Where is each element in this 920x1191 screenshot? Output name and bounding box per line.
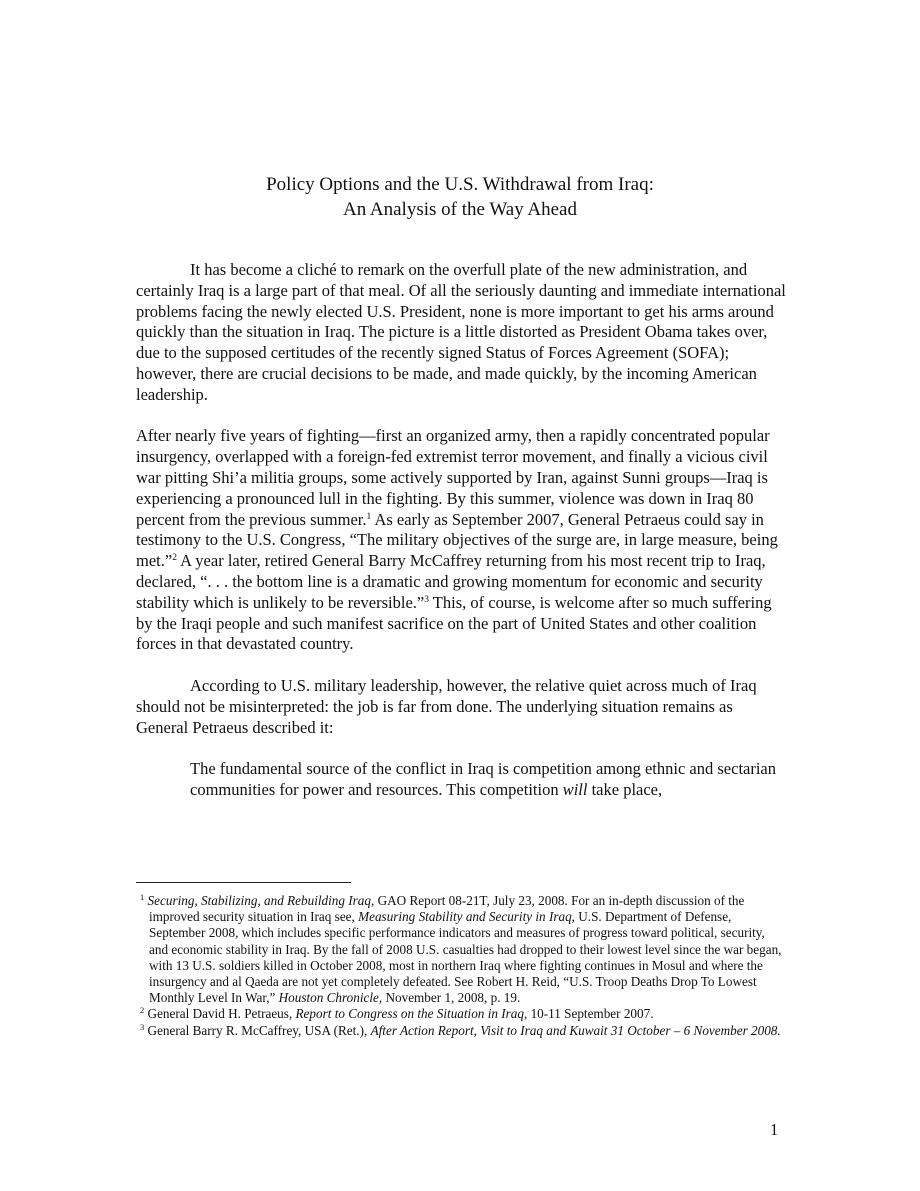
footnote-1-text-a: GAO Report 08-21T, July 23, 2008. For an in-depth discussion of the improved security situation in Iraq see,	[149, 893, 745, 925]
paragraph-2-part-c: A year later, retired General Barry McCaffrey returning from his most recent trip to Iraq, declared, “. . . the bottom line is a dramatic and growing momentum for economic and security stability which is unlikely to be reversible.”	[136, 551, 766, 612]
body-text	[136, 260, 786, 801]
paragraph-2-part-a: After nearly five years of fighting—first an organized army, then a rapidly concentrated popular insurgency, overlapped with a foreign-fed extremist terror movement, and finally a vicious civil war pitting Shi’a militia groups, some actively supported by Iran, against Sunni groups—Iraq is experiencing a pronounced lull in the fighting. By this summer, violence was down in Iraq 80 percent from the previous summer.	[136, 426, 770, 529]
footnote-1-text-c: November 1, 2008, p. 19.	[382, 990, 521, 1006]
quote-emphasis: will	[562, 779, 588, 799]
footnote-1	[136, 893, 786, 1006]
footnote-1-text-b: , U.S. Department of Defense, September 2008, which includes specific performance indicators and measures of progress toward political, security, and economic stability in Iraq. By the fall of 2008 U.S. casualties had dropped to their lowest level since the war began, with 13 U.S. soldiers killed in October 2008, most in northern Iraq where fighting continues in Mosul and where the insurgency and al Qaeda are not yet completely defeated. See Robert H. Reid, “U.S. Troop Deaths Drop To Lowest Monthly Level In War,”	[149, 909, 782, 1006]
footnote-3	[136, 1023, 786, 1039]
footnote-3-report-title: After Action Report, Visit to Iraq and Kuwait 31 October – 6 November 2008.	[370, 1022, 781, 1038]
footnote-1-report-title: Measuring Stability and Security in Iraq	[358, 909, 572, 925]
quote-part-b: take place,	[587, 779, 663, 799]
paragraph-3: According to U.S. military leadership, however, the relative quiet across much of Iraq should not be misinterpreted: the job is far from done. The underlying situation remains as General Petraeus described it:	[136, 675, 757, 737]
paragraph-2-part-b: As early as September 2007, General Petraeus could say in testimony to the U.S. Congress, “The military objectives of the surge are, in large measure, being met.”	[136, 509, 778, 571]
footnote-1-publication: Houston Chronicle,	[278, 990, 383, 1006]
footnote-ref-3: 3	[424, 594, 429, 605]
page-number: 1	[770, 1120, 779, 1139]
footnote-3-text-a: General Barry R. McCaffrey, USA (Ret.),	[144, 1022, 371, 1038]
document-title	[0, 172, 920, 222]
footnote-3-number: 3	[140, 1021, 145, 1032]
title-line-1: Policy Options and the U.S. Withdrawal from Iraq:	[266, 174, 654, 195]
footnotes	[136, 893, 786, 1039]
paragraph-2-part-d: This, of course, is welcome after so much suffering by the Iraqi people and such manifest sacrifice on the part of United States and other coalition forces in that devastated country.	[136, 592, 772, 654]
footnote-2-number: 2	[140, 1005, 145, 1016]
footnote-1-number: 1	[140, 892, 145, 902]
block-quote	[190, 759, 786, 801]
footnote-ref-2: 2	[172, 553, 177, 564]
footnote-divider	[136, 882, 351, 883]
footnote-2-report-title: Report to Congress on the Situation in Iraq	[295, 1006, 524, 1022]
footnote-2-text-a: General David H. Petraeus,	[144, 1006, 296, 1022]
paragraph-2	[136, 426, 786, 655]
footnote-2-text-b: , 10-11 September 2007.	[523, 1006, 654, 1022]
footnote-1-source-title: Securing, Stabilizing, and Rebuilding Iraq,	[147, 893, 375, 908]
quote-part-a: The fundamental source of the conflict in Iraq is competition among ethnic and sectarian communities for power and resources. This competition	[190, 759, 776, 799]
footnote-2	[136, 1006, 786, 1022]
title-subtitle: An Analysis of the Way Ahead	[342, 199, 577, 220]
paragraph-1: It has become a cliché to remark on the overfull plate of the new administration, and certainly Iraq is a large part of that meal. Of all the seriously daunting and immediate international problems facing the newly elected U.S. President, none is more important to get his arms around quickly than the situation in Iraq. The picture is a little distorted as President Obama takes over, due to the supposed certitudes of the recently signed Status of Forces Agreement (SOFA); however, there are crucial decisions to be made, and made quickly, by the incoming American leadership.	[136, 260, 786, 404]
footnote-ref-1: 1	[366, 511, 372, 522]
